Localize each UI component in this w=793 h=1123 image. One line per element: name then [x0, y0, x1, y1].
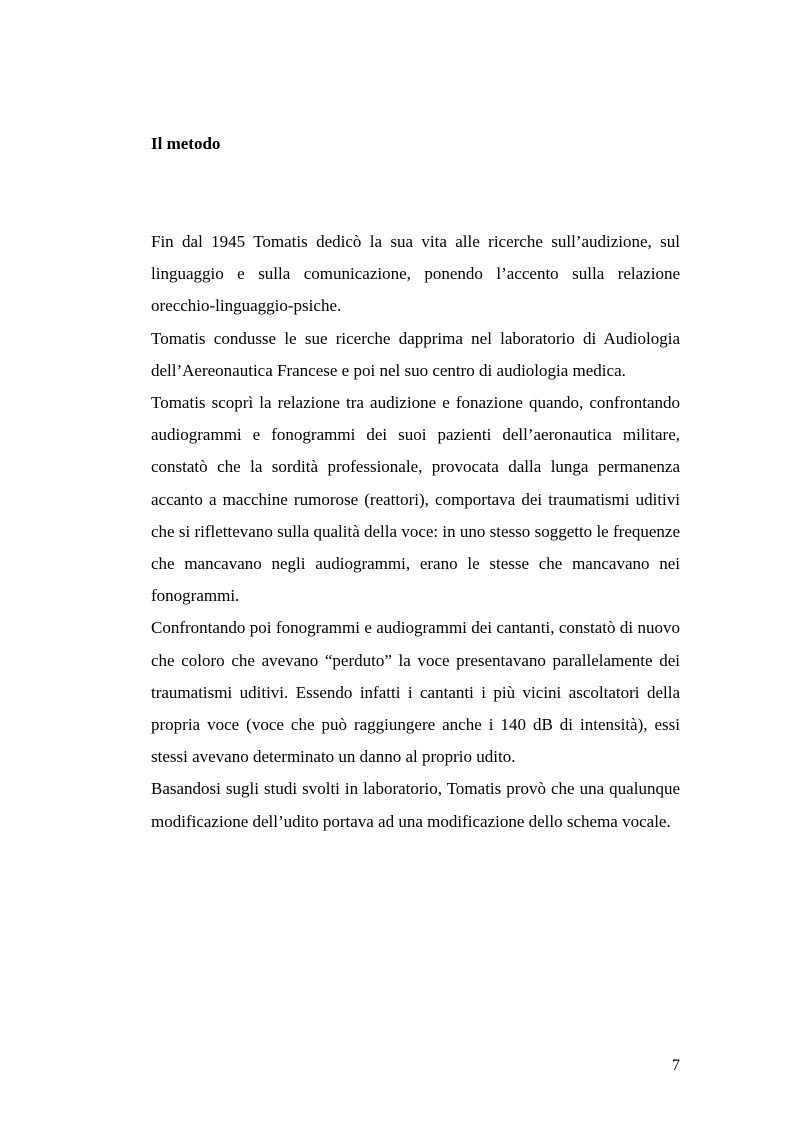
- paragraph: Confrontando poi fonogrammi e audiogrammi dei cantanti, constatò di nuovo che coloro che avevano “perduto” la voce presentavano parallelamente dei traumatismi uditivi. Essendo infatti i cantanti i più vicini ascoltatori della propria voce (voce che può raggiungere anche i 140 dB di intensità), essi stessi avevano determinato un danno al proprio udito.: [151, 618, 680, 767]
- paragraph: Fin dal 1945 Tomatis dedicò la sua vita alle ricerche sull’audizione, sul linguaggio e sulla comunicazione, ponendo l’accento sulla relazione orecchio-linguaggio-psiche.: [151, 232, 680, 316]
- section-heading: Il metodo: [151, 134, 221, 153]
- page-number: 7: [672, 1057, 680, 1074]
- paragraph: Basandosi sugli studi svolti in laboratorio, Tomatis provò che una qualunque modificazione dell’udito portava ad una modificazione dello schema vocale.: [151, 779, 680, 831]
- paragraph: Tomatis condusse le sue ricerche dapprima nel laboratorio di Audiologia dell’Aereonautica Francese e poi nel suo centro di audiologia medica.: [151, 328, 680, 380]
- body-text: [151, 226, 680, 838]
- paragraph: Tomatis scoprì la relazione tra audizione e fonazione quando, confrontando audiogrammi e fonogrammi dei suoi pazienti dell’aeronautica militare, constatò che la sordità professionale, provocata dalla lunga permanenza accanto a macchine rumorose (reattori), comportava dei traumatismi uditivi che si riflettevano sulla qualità della voce: in uno stesso soggetto le frequenze che mancavano negli audiogrammi, erano le stesse che mancavano nei fonogrammi.: [151, 393, 680, 606]
